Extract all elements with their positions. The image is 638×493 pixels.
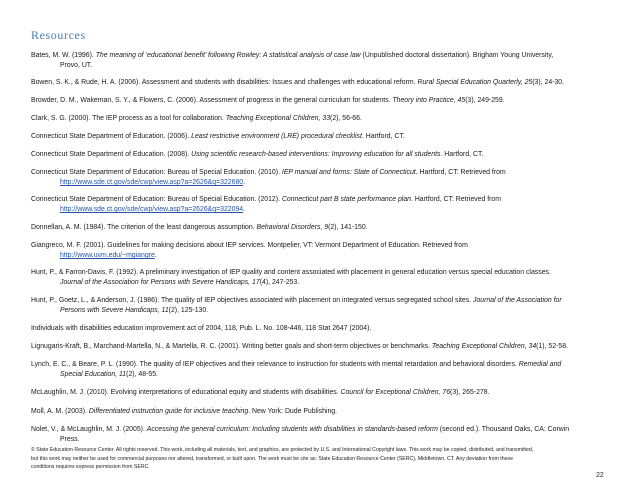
reference-entry [31, 96, 638, 106]
reference-entry [31, 241, 638, 261]
reference-italic-text: Differentiated instruction guide for inclusive teaching [88, 408, 249, 415]
reference-text: (second ed.). Thousand Oaks, CA: Corwin [437, 426, 570, 433]
reference-italic-text: Council for Exceptional Children, 76 [340, 389, 451, 396]
reference-link[interactable]: http://www.uvm.edu/~mgiangre [60, 252, 155, 259]
reference-text: (4), 247-253. [259, 279, 300, 286]
reference-text: . [243, 179, 246, 186]
reference-text: (1), 52-58. [536, 343, 568, 350]
reference-italic-text: Persons with Severe Handicaps, 11 [60, 307, 169, 314]
reference-italic-text: Journal of the Association for [473, 297, 562, 304]
reference-text: (3), 249-259. [465, 97, 505, 104]
reference-text: (2), 141-150. [328, 224, 368, 231]
reference-text: Donnellan, A. M. (1984). The criterion of the least dangerous assumption. [31, 224, 257, 231]
reference-entry [31, 195, 638, 215]
reference-italic-text: The meaning of ‘educational benefit’ following Rowley: A statistical analysis of case law [95, 52, 361, 59]
reference-italic-text: Rural Special Education Quarterly, 25 [417, 79, 533, 86]
reference-entry [31, 268, 638, 288]
reference-link[interactable]: http://www.sde.ct.gov/sde/cwp/view.asp?a=2626&q=322094 [60, 206, 244, 213]
reference-text: (2), 48-55. [126, 371, 158, 378]
reference-text: Giangreco, M. F. (2001). Guidelines for making decisions about IEP services. Montpelier, VT: Vermont Department of Education. Retrieved from [31, 242, 468, 249]
reference-entry [31, 51, 638, 71]
reference-entry [31, 132, 638, 142]
reference-text: Lynch, E. C., & Beare, P. L. (1990). The quality of IEP objectives and their relevance to instruction for students with mental retardation and behavioral disorders. [31, 361, 519, 368]
reference-italic-text: Special Education, 11 [60, 371, 127, 378]
reference-entry [31, 324, 638, 334]
reference-text: Provo, UT. [60, 62, 93, 69]
reference-italic-text: Teaching Exceptional Children, 34 [431, 343, 537, 350]
reference-italic-text: Connecticut part B state performance plan [281, 196, 411, 203]
reference-text: Connecticut State Department of Education. (2008). [31, 151, 192, 158]
reference-text: . Hartford, CT. [440, 151, 484, 158]
reference-text: (2), 125-130. [168, 307, 209, 314]
reference-text: . Hartford, CT: Retrieved from [411, 196, 501, 203]
reference-italic-text: Theory into Practice, 45 [392, 97, 466, 104]
reference-text: Connecticut State Department of Education. (2006). [31, 133, 192, 140]
reference-italic-text: Teaching Exceptional Children, 33 [225, 115, 331, 122]
reference-entry [31, 78, 638, 88]
reference-text: Bowen, S. K., & Rude, H. A. (2006). Assessment and students with disabilities: Issues and challenges with educational reform. [31, 79, 418, 86]
reference-entry [31, 150, 638, 160]
reference-text: Press. [60, 436, 80, 443]
reference-text: Hunt, P., Goetz, L., & Anderson, J. (1986). The quality of IEP objectives associated with placement on integrated versus segregated school sites. [31, 297, 474, 304]
reference-link[interactable]: http://www.sde.ct.gov/sde/cwp/view.asp?a=2626&q=322680 [60, 179, 244, 186]
reference-text: Individuals with disabilities education improvement act of 2004, 118, Pub. L. No. 108-446, 118 Stat 2647 (2004). [31, 325, 372, 332]
reference-text: (3), 24-30. [532, 79, 565, 86]
reference-entry [31, 114, 638, 124]
reference-italic-text: Remedial and [518, 361, 562, 368]
page-number: 22 [596, 472, 604, 479]
reference-text: . Hartford, CT. [361, 133, 405, 140]
footer-line: but this work may neither be used for commercial purposes nor altered, transformed, or built upon. The work must be cite as: State Education Resource Center (SERC), Middletown, CT. Any deviation from these [31, 455, 513, 462]
reference-entry [31, 168, 638, 188]
reference-text: Nolet, V., & McLaughlin, M. J. (2005). [31, 426, 147, 433]
reference-entry [31, 425, 638, 445]
reference-text: . [243, 206, 246, 213]
reference-italic-text: Journal of the Association for Persons with Severe Handicaps, 17 [60, 279, 260, 286]
reference-italic-text: Behavioral Disorders, 9 [256, 224, 329, 231]
reference-text: Moll, A. M. (2003). [31, 408, 89, 415]
reference-italic-text: Accessing the general curriculum: Including students with disabilities in standards-based reform [146, 426, 438, 433]
reference-text: Browder, D. M., Wakeman, S. Y., & Flowers, C. (2006). Assessment of progress in the general curriculum for students. [31, 97, 393, 104]
reference-text: Connecticut State Department of Education: Bureau of Special Education. (2012). [31, 196, 282, 203]
reference-text: Lignugaris-Kraft, B., Marchand-Martella, N., & Martella, R. C. (2001). Writing better goals and short-term objectives or benchmarks. [31, 343, 432, 350]
reference-text: Clark, S. G. (2000). The IEP process as a tool for collaboration. [31, 115, 226, 122]
section-title: Resources [31, 28, 86, 42]
copyright-footer [31, 446, 616, 472]
reference-italic-text: Least restrictive environment (LRE) procedural checklist [191, 133, 362, 140]
reference-text: (2), 56-66. [330, 115, 362, 122]
reference-text: Bates, M. W. (1996). [31, 52, 96, 59]
reference-entry [31, 223, 638, 233]
reference-text: Hunt, P., & Farron-Davis, F. (1992). A preliminary investigation of IEP quality and content associated with placement in general education versus special education classes. [31, 269, 551, 276]
reference-text: (3), 265-278. [450, 389, 490, 396]
reference-entry [31, 342, 638, 352]
footer-line: conditions requires express permission from SERC. [31, 464, 150, 470]
footer-line: © State Education Resource Center. All rights reserved. This work, including all materials, text, and graphics, are protected by U.S. and International Copyright laws. This work may be copied, distributed, and transmitted, [31, 447, 534, 453]
reference-italic-text: Using scientific research-based interventions: Improving education for all students [191, 151, 441, 158]
reference-text: . [154, 252, 157, 259]
reference-text: . New York: Dude Publishing. [248, 408, 338, 415]
reference-entry [31, 360, 638, 380]
reference-text: McLaughlin, M. J. (2010). Evolving interpretations of educational equity and students with disabilities. [31, 389, 341, 396]
reference-entry [31, 296, 638, 316]
reference-entry [31, 388, 638, 398]
reference-italic-text: IEP manual and forms: State of Connecticut [281, 169, 416, 176]
reference-text: Connecticut State Department of Education: Bureau of Special Education. (2010). [31, 169, 282, 176]
reference-entry [31, 407, 638, 417]
reference-text: (Unpublished doctoral dissertation). Brigham Young University, [360, 52, 554, 59]
reference-text: . Hartford, CT: Retrieved from [415, 169, 506, 176]
